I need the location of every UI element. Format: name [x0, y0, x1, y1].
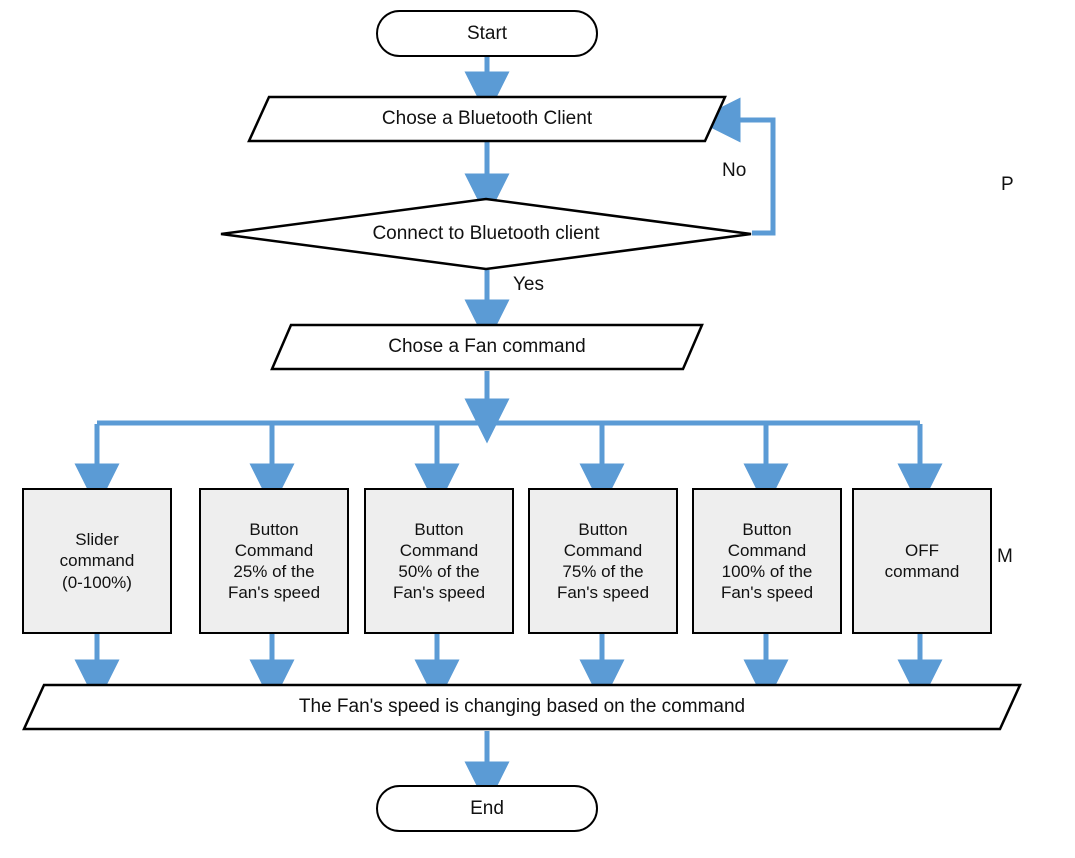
command-box-100[interactable]: [692, 488, 842, 634]
command-box-75-line2: Command: [563, 540, 643, 560]
command-box-75-line3: 75% of the: [562, 562, 644, 581]
edge-label-no: No: [722, 160, 747, 181]
command-box-25-line4: Fan's speed: [227, 583, 321, 603]
command-box-50-line1: Button: [414, 519, 464, 539]
command-box-slider-line1: Slider: [75, 530, 119, 550]
command-box-slider[interactable]: [22, 488, 172, 634]
edge-label-yes: Yes: [513, 274, 544, 295]
command-box-100-line3: 100% of the: [721, 562, 813, 581]
command-box-25[interactable]: [199, 488, 349, 634]
command-box-75-line1: Button: [578, 519, 628, 539]
node-choose-command[interactable]: [270, 323, 704, 371]
node-choose-client[interactable]: [247, 95, 727, 143]
node-end[interactable]: [376, 785, 598, 832]
command-box-50-line2: Command: [399, 540, 479, 560]
command-box-25-line3: 25% of the: [233, 562, 315, 581]
node-result[interactable]: [22, 683, 1022, 731]
command-box-off-line2: command: [884, 562, 960, 581]
command-box-off-line1: OFF: [905, 540, 939, 560]
side-text-middle: M: [997, 546, 1013, 567]
command-box-100-line4: Fan's speed: [720, 583, 814, 603]
node-start-label: Start: [466, 22, 508, 44]
node-choose-command-label: Chose a Fan command: [388, 336, 586, 357]
node-decision-connect[interactable]: [218, 196, 754, 272]
side-text-top: P: [1001, 174, 1014, 195]
command-box-75[interactable]: [528, 488, 678, 634]
command-box-75-line4: Fan's speed: [556, 583, 650, 603]
command-box-off[interactable]: [852, 488, 992, 634]
command-box-slider-line2: command: [59, 551, 135, 571]
command-box-25-line1: Button: [249, 519, 299, 539]
node-start[interactable]: [376, 10, 598, 57]
command-box-100-line1: Button: [742, 519, 792, 539]
node-result-label: The Fan's speed is changing based on the command: [298, 696, 746, 717]
command-box-50-line3: 50% of the: [398, 562, 480, 581]
command-box-50[interactable]: [364, 488, 514, 634]
command-box-25-line2: Command: [234, 540, 314, 560]
node-decision-label: Connect to Bluetooth client: [372, 223, 600, 244]
command-box-50-line4: Fan's speed: [392, 583, 486, 603]
command-box-slider-line3: (0-100%): [62, 572, 132, 592]
node-end-label: End: [470, 797, 504, 819]
node-choose-client-label: Chose a Bluetooth Client: [381, 108, 593, 129]
command-box-100-line2: Command: [727, 540, 807, 560]
